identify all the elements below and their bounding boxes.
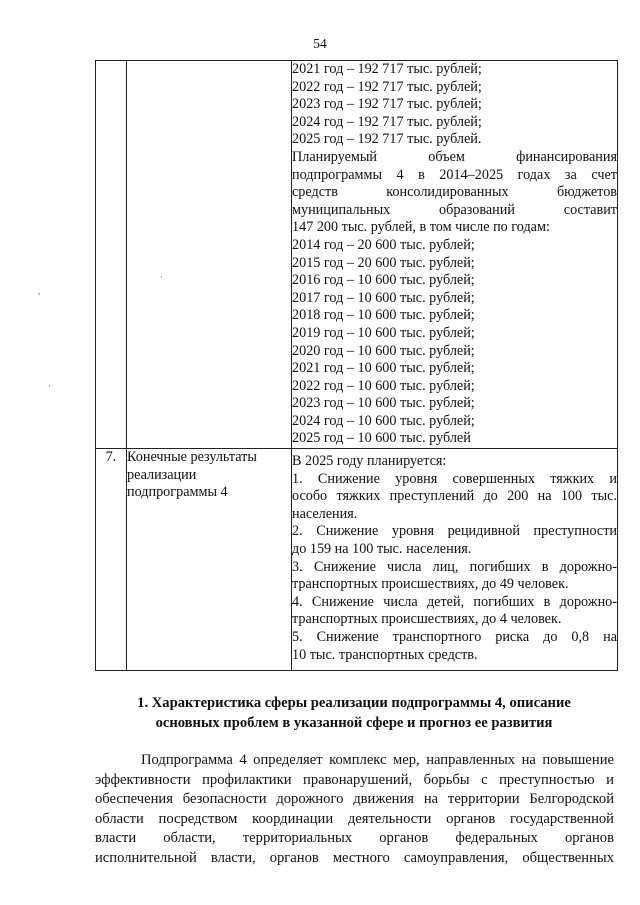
body-text-line: власти области, территориальных органов федеральных органов bbox=[95, 830, 614, 847]
funding-year-line: 2023 год – 10 600 тыс. рублей; bbox=[292, 395, 475, 412]
results-cell bbox=[292, 449, 618, 671]
row-number-cell: 7. bbox=[96, 449, 127, 671]
scan-speck: , bbox=[38, 286, 41, 296]
result-item-line: 4. Снижение числа детей, погибших в дорожно- bbox=[292, 593, 617, 610]
funding-year-line: 2014 год – 20 600 тыс. рублей; bbox=[292, 236, 475, 253]
result-item-line: особо тяжких преступлений до 200 на 100 тыс. bbox=[292, 488, 617, 505]
funding-year-line: 2020 год – 10 600 тыс. рублей; bbox=[292, 342, 475, 359]
body-text-line: обеспечения безопасности дорожного движения на территории Белгородской bbox=[95, 791, 614, 808]
table-row bbox=[96, 61, 618, 449]
scan-speck: · bbox=[48, 381, 51, 391]
section-heading bbox=[100, 694, 608, 733]
financing-paragraph-line: подпрограммы 4 в 2014–2025 годах за счет bbox=[292, 166, 617, 183]
result-item-line: 2. Снижение уровня рецидивной преступности bbox=[292, 523, 617, 540]
funding-year-line: 2021 год – 192 717 тыс. рублей; bbox=[292, 61, 482, 77]
row-number-cell bbox=[96, 61, 127, 449]
funding-year-line: 2025 год – 192 717 тыс. рублей. bbox=[292, 131, 482, 148]
funding-year-line: 2019 год – 10 600 тыс. рублей; bbox=[292, 324, 475, 341]
result-item-line: 5. Снижение транспортного риска до 0,8 на bbox=[292, 629, 617, 645]
page-number: 54 bbox=[313, 36, 327, 51]
row-name-line: реализации bbox=[127, 466, 197, 483]
table-row bbox=[96, 449, 618, 671]
row-name-cell bbox=[127, 61, 292, 449]
result-item-line: населения. bbox=[292, 505, 358, 522]
funding-year-line: 2022 год – 10 600 тыс. рублей; bbox=[292, 377, 475, 394]
section-heading-line: основных проблем в указанной сфере и прогноз ее развития bbox=[155, 714, 553, 731]
section-heading-line: 1. Характеристика сферы реализации подпрограммы 4, описание bbox=[137, 695, 571, 711]
scan-speck: · bbox=[160, 272, 163, 282]
financing-paragraph-line: средств консолидированных бюджетов bbox=[292, 184, 617, 201]
results-intro: В 2025 году планируется: bbox=[292, 453, 447, 470]
result-item-line: транспортных происшествиях, до 4 человек. bbox=[292, 611, 562, 628]
funding-year-line: 2015 год – 20 600 тыс. рублей; bbox=[292, 254, 475, 271]
result-item-line: 3. Снижение числа лиц, погибших в дорожно- bbox=[292, 558, 617, 575]
funding-year-line: 2024 год – 10 600 тыс. рублей; bbox=[292, 412, 475, 429]
funding-year-line: 2023 год – 192 717 тыс. рублей; bbox=[292, 96, 482, 113]
result-item-line: 10 тыс. транспортных средств. bbox=[292, 646, 478, 663]
section-body bbox=[95, 751, 614, 869]
body-text-line: Подпрограмма 4 определяет комплекс мер, направленных на повышение bbox=[141, 752, 614, 768]
row-name-line: Конечные результаты bbox=[127, 449, 257, 466]
funding-year-line: 2018 год – 10 600 тыс. рублей; bbox=[292, 307, 475, 324]
financing-paragraph-last: 147 200 тыс. рублей, в том числе по годам: bbox=[292, 219, 550, 236]
row-name-cell bbox=[127, 449, 292, 671]
body-text-line: эффективности профилактики правонарушений, борьбы с преступностью и bbox=[95, 771, 614, 788]
funding-year-line: 2016 год – 10 600 тыс. рублей; bbox=[292, 272, 475, 289]
funding-year-line: 2021 год – 10 600 тыс. рублей; bbox=[292, 360, 475, 377]
financing-paragraph-line: Планируемый объем финансирования bbox=[292, 148, 617, 165]
result-item-line: транспортных происшествиях, до 49 человек. bbox=[292, 576, 569, 593]
result-item-line: до 159 на 100 тыс. населения. bbox=[292, 541, 472, 558]
financing-paragraph-line: муниципальных образований составит bbox=[292, 201, 617, 218]
funding-year-line: 2022 год – 192 717 тыс. рублей; bbox=[292, 78, 482, 95]
result-item-line: 1. Снижение уровня совершенных тяжких и bbox=[292, 470, 617, 487]
financing-cell bbox=[292, 61, 618, 449]
funding-year-line: 2025 год – 10 600 тыс. рублей bbox=[292, 430, 471, 447]
body-text-line: области посредством координации деятельности органов государственной bbox=[95, 810, 614, 827]
body-text-line: исполнительной власти, органов местного самоуправления, общественных bbox=[95, 849, 614, 866]
funding-year-line: 2017 год – 10 600 тыс. рублей; bbox=[292, 289, 475, 306]
funding-year-line: 2024 год – 192 717 тыс. рублей; bbox=[292, 113, 482, 130]
row-name-line: подпрограммы 4 bbox=[127, 484, 228, 501]
subprogram-passport-table bbox=[95, 60, 618, 671]
